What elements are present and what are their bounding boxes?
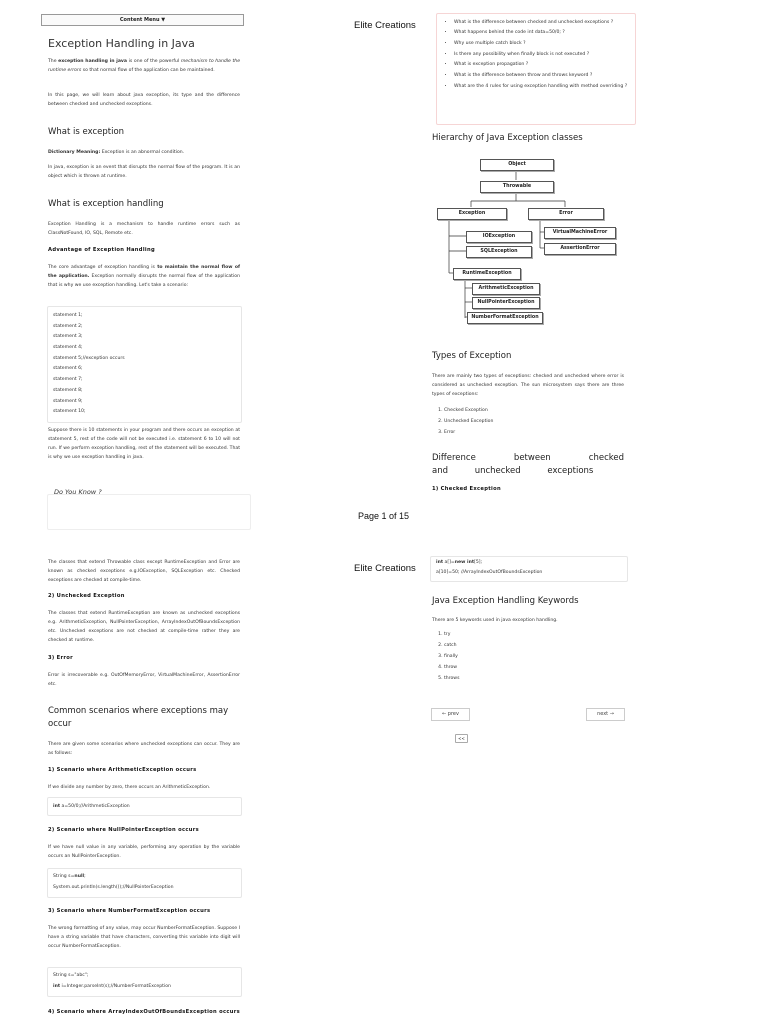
scenario-3-heading: 3) Scenario where NumberFormatException occurs <box>48 908 211 914</box>
page-header: Elite Creations <box>354 20 416 31</box>
scenario-1-heading: 1) Scenario where ArithmeticException occurs <box>48 767 197 773</box>
scenario-3-code: String s="abc"; int i=Integer.parseInt(s);//NumberFormatException <box>47 967 242 997</box>
keyword-item: 3. finally <box>444 651 459 662</box>
question-item[interactable]: • Is there any possibility when finally block is not executed ? <box>454 50 644 61</box>
scenario-3-text: The wrong formatting of any value, may occur NumberFormatException. Suppose I have a string variable that have characters, converting this variable into digit will occur NumberFormatException. <box>48 926 240 949</box>
code-line: statement 4; <box>53 345 83 351</box>
what-is-exception-heading: What is exception <box>48 127 125 137</box>
dictionary-meaning: Dictionary Meaning: Exception is an abnormal condition. <box>48 150 185 155</box>
error-heading: 3) Error <box>48 655 73 661</box>
code-line: statement 3; <box>53 334 83 340</box>
error-text: Error is irrecoverable e.g. OutOfMemoryError, VirtualMachineError, AssertionError etc. <box>48 673 240 687</box>
questions-list <box>440 17 644 93</box>
scenario-1-text: If we divide any number by zero, there occurs an ArithmeticException. <box>48 785 211 790</box>
scenario-1-code: int a=50/0;//ArithmeticException <box>47 797 242 816</box>
keywords-list <box>432 629 459 684</box>
question-item[interactable]: • What happens behind the code int data=50/0; ? <box>454 28 644 39</box>
page-title: Exception Handling in Java <box>48 37 195 50</box>
types-list <box>432 405 493 438</box>
node-sqlexception: SQLException <box>466 246 532 258</box>
difference-heading: Difference between checked and unchecked exceptions <box>432 453 624 476</box>
code-line: statement 10; <box>53 409 86 415</box>
node-object: Object <box>480 159 554 171</box>
keywords-heading: Java Exception Handling Keywords <box>432 596 579 606</box>
advantage-heading: Advantage of Exception Handling <box>48 247 155 253</box>
content-menu-button[interactable]: Content Menu ▼ <box>41 14 244 26</box>
code-line: statement 1; <box>53 313 83 318</box>
scenarios-text: There are given some scenarios where unchecked exceptions can occur. They are as follows: <box>48 742 240 756</box>
unchecked-exception-heading: 2) Unchecked Exception <box>48 593 125 599</box>
keywords-text: There are 5 keywords used in java exception handling. <box>432 618 558 623</box>
page-header: Elite Creations <box>354 563 416 574</box>
checked-exception-heading: 1) Checked Exception <box>432 486 501 492</box>
intro-paragraph-2: In this page, we will learn about java exception, its type and the difference between checked and unchecked exceptions. <box>48 93 240 107</box>
exception-definition: In java, exception is an event that disrupts the normal flow of the program. It is an object which is thrown at runtime. <box>48 165 240 179</box>
code-line: statement 9; <box>53 398 83 404</box>
types-list-item: 1. Checked Exception <box>444 405 493 416</box>
hierarchy-diagram <box>432 152 628 338</box>
types-list-item: 3. Error <box>444 427 493 438</box>
node-nullpointerexception: NullPointerException <box>472 297 540 309</box>
node-numberformatexception: NumberFormatException <box>467 312 543 324</box>
node-assertionerror: AssertionError <box>544 243 616 255</box>
prev-button[interactable]: ← prev <box>431 708 470 721</box>
statements-code-block <box>47 306 242 423</box>
keyword-item: 4. throw <box>444 662 459 673</box>
next-button[interactable]: next → <box>586 708 625 721</box>
exception-handling-heading: What is exception handling <box>48 199 164 209</box>
types-text: There are mainly two types of exceptions: checked and unchecked where error is considered as unchecked exception. The sun microsystem says there are three types of exceptions: <box>432 374 624 397</box>
page-2 <box>0 512 768 1024</box>
unchecked-exception-text: The classes that extend RuntimeException are known as unchecked exceptions e.g. ArithmeticException, NullPointerException, ArrayIndexOutOfBoundsException etc. Unchecked exceptions are not checked at compile-time rather they are checked at runtime. <box>48 611 240 643</box>
advantage-text: The core advantage of exception handling is to maintain the normal flow of the application. Exception normally disrupts the normal flow of the application that is why we use exception handling. Let's take a scenario: <box>48 265 240 288</box>
question-item[interactable]: • What is exception propagation ? <box>454 60 644 71</box>
scenario-2-code: String s=null; System.out.println(s.length());//NullPointerException <box>47 868 242 898</box>
exception-handling-text: Exception Handling is a mechanism to handle runtime errors such as ClassNotFound, IO, SQL, Remote etc. <box>48 222 240 236</box>
code-line: statement 6; <box>53 366 83 372</box>
question-item[interactable]: • Why use multiple catch block ? <box>454 39 644 50</box>
node-runtimeexception: RuntimeException <box>453 268 521 280</box>
code-line: statement 2; <box>53 323 83 329</box>
hierarchy-heading: Hierarchy of Java Exception classes <box>432 133 583 143</box>
code-line: statement 8; <box>53 387 83 393</box>
types-list-item: 2. Unchecked Exception <box>444 416 493 427</box>
suppose-paragraph: Suppose there is 10 statements in your program and there occurs an exception at statement 5, rest of the code will not be executed i.e. statement 6 to 10 will not run. If we perform exception handling, rest of the statement will be executed. That is why we use exception handling in java. <box>48 428 240 460</box>
checked-exception-text: The classes that extend Throwable class except RuntimeException and Error are known as checked exceptions e.g.IOException, SQLException etc. Checked exceptions are checked at compile-time. <box>48 560 240 583</box>
node-exception: Exception <box>437 208 507 220</box>
question-item[interactable]: • What are the 4 rules for using exception handling with method overriding ? <box>454 82 644 93</box>
scenario-2-text: If we have null value in any variable, performing any operation by the variable occurs an NullPointerException. <box>48 845 240 859</box>
keyword-item: 5. throws <box>444 673 459 684</box>
node-arithmeticexception: ArithmeticException <box>472 283 540 295</box>
question-item[interactable]: • What is the difference between checked and unchecked exceptions ? <box>454 17 644 28</box>
node-ioexception: IOException <box>466 231 532 243</box>
question-item[interactable]: • What is the difference between throw and throws keyword ? <box>454 71 644 82</box>
keyword-item: 2. catch <box>444 640 459 651</box>
scenario-4-heading: 4) Scenario where ArrayIndexOutOfBoundsException occurs <box>48 1009 240 1015</box>
page-footer: Page 1 of 15 <box>358 511 410 521</box>
array-index-code: int a[]=new int[5]; a[10]=50; //ArrayIndexOutOfBoundsException <box>430 556 628 582</box>
code-line: statement 7; <box>53 377 83 383</box>
node-throwable: Throwable <box>480 181 554 193</box>
intro-paragraph: The exception handling in java is one of the powerful mechanism to handle the runtime errors so that normal flow of the application can be maintained. <box>48 59 241 73</box>
scenarios-heading: Common scenarios where exceptions may occur <box>48 706 229 729</box>
node-error: Error <box>528 208 604 220</box>
node-virtualmachineerror: VirtualMachineError <box>544 227 616 239</box>
keyword-item: 1. try <box>444 629 459 640</box>
do-you-know-heading: Do You Know ? <box>54 488 102 496</box>
code-line: statement 5;//exception occurs <box>53 355 125 361</box>
types-heading: Types of Exception <box>432 351 512 361</box>
back-to-top-button[interactable]: << <box>455 734 468 743</box>
scenario-2-heading: 2) Scenario where NullPointerException occurs <box>48 827 199 833</box>
